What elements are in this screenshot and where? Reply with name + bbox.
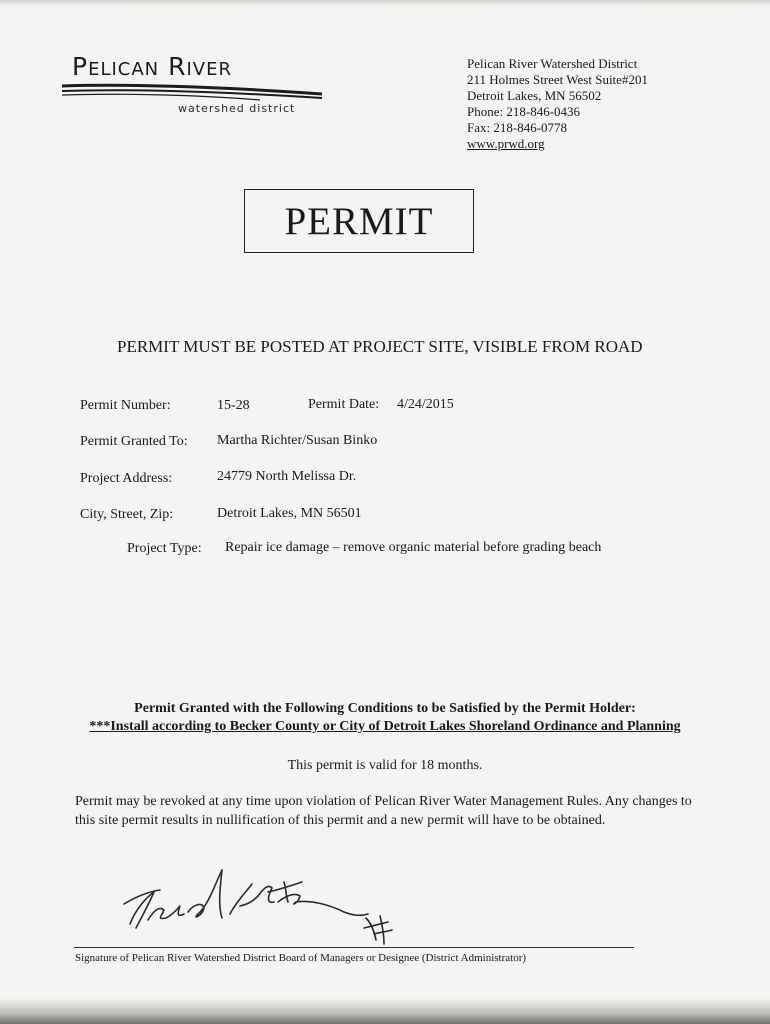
conditions-item: ***Install according to Becker County or City of Detroit Lakes Shoreland Ordinance and Planning (89, 719, 681, 734)
city-value: Detroit Lakes, MN 56501 (217, 506, 362, 521)
signature-caption: Signature of Pelican River Watershed District Board of Managers or Designee (District Administrator) (75, 952, 527, 964)
address-website-link[interactable]: www.prwd.org (467, 136, 545, 151)
permit-date-value: 4/24/2015 (397, 397, 454, 412)
address-street: 211 Holmes Street West Suite#201 (467, 72, 648, 87)
address-city: Detroit Lakes, MN 56502 (467, 88, 602, 103)
handwritten-signature (118, 862, 418, 952)
project-type-label: Project Type: (127, 541, 202, 556)
revocation-text: Permit may be revoked at any time upon violation of Pelican River Water Management Rules. Any changes to this site permit results in nullification of this permit and a new permit will have to be obtained. (75, 794, 692, 828)
logo-subtitle: watershed district (178, 102, 296, 115)
logo-wordmark: Pelican River (72, 52, 232, 81)
granted-to-value: Martha Richter/Susan Binko (217, 433, 378, 448)
scan-edge-bottom (0, 998, 770, 1024)
permit-title: PERMIT (244, 189, 474, 253)
scan-edge-top (0, 0, 770, 6)
signature-line (74, 947, 634, 948)
posting-notice: PERMIT MUST BE POSTED AT PROJECT SITE, VISIBLE FROM ROAD (117, 337, 643, 356)
project-type-value: Repair ice damage – remove organic material before grading beach (225, 540, 602, 555)
address-fax: Fax: 218-846-0778 (467, 120, 568, 135)
conditions-heading: Permit Granted with the Following Conditions to be Satisfied by the Permit Holder: (134, 701, 636, 716)
district-address (467, 56, 648, 152)
granted-to-label: Permit Granted To: (80, 434, 188, 449)
permit-number-label: Permit Number: (80, 398, 171, 413)
project-address-value: 24779 North Melissa Dr. (217, 469, 357, 484)
city-label: City, Street, Zip: (80, 507, 174, 522)
permit-number-value: 15-28 (217, 398, 250, 413)
logo-swoosh-icon (60, 80, 325, 104)
validity-text: This permit is valid for 18 months. (287, 758, 483, 773)
permit-date-label: Permit Date: (308, 397, 380, 412)
project-address-label: Project Address: (80, 471, 173, 486)
address-phone: Phone: 218-846-0436 (467, 104, 581, 119)
pelican-river-logo (60, 52, 330, 132)
address-org: Pelican River Watershed District (467, 56, 638, 71)
